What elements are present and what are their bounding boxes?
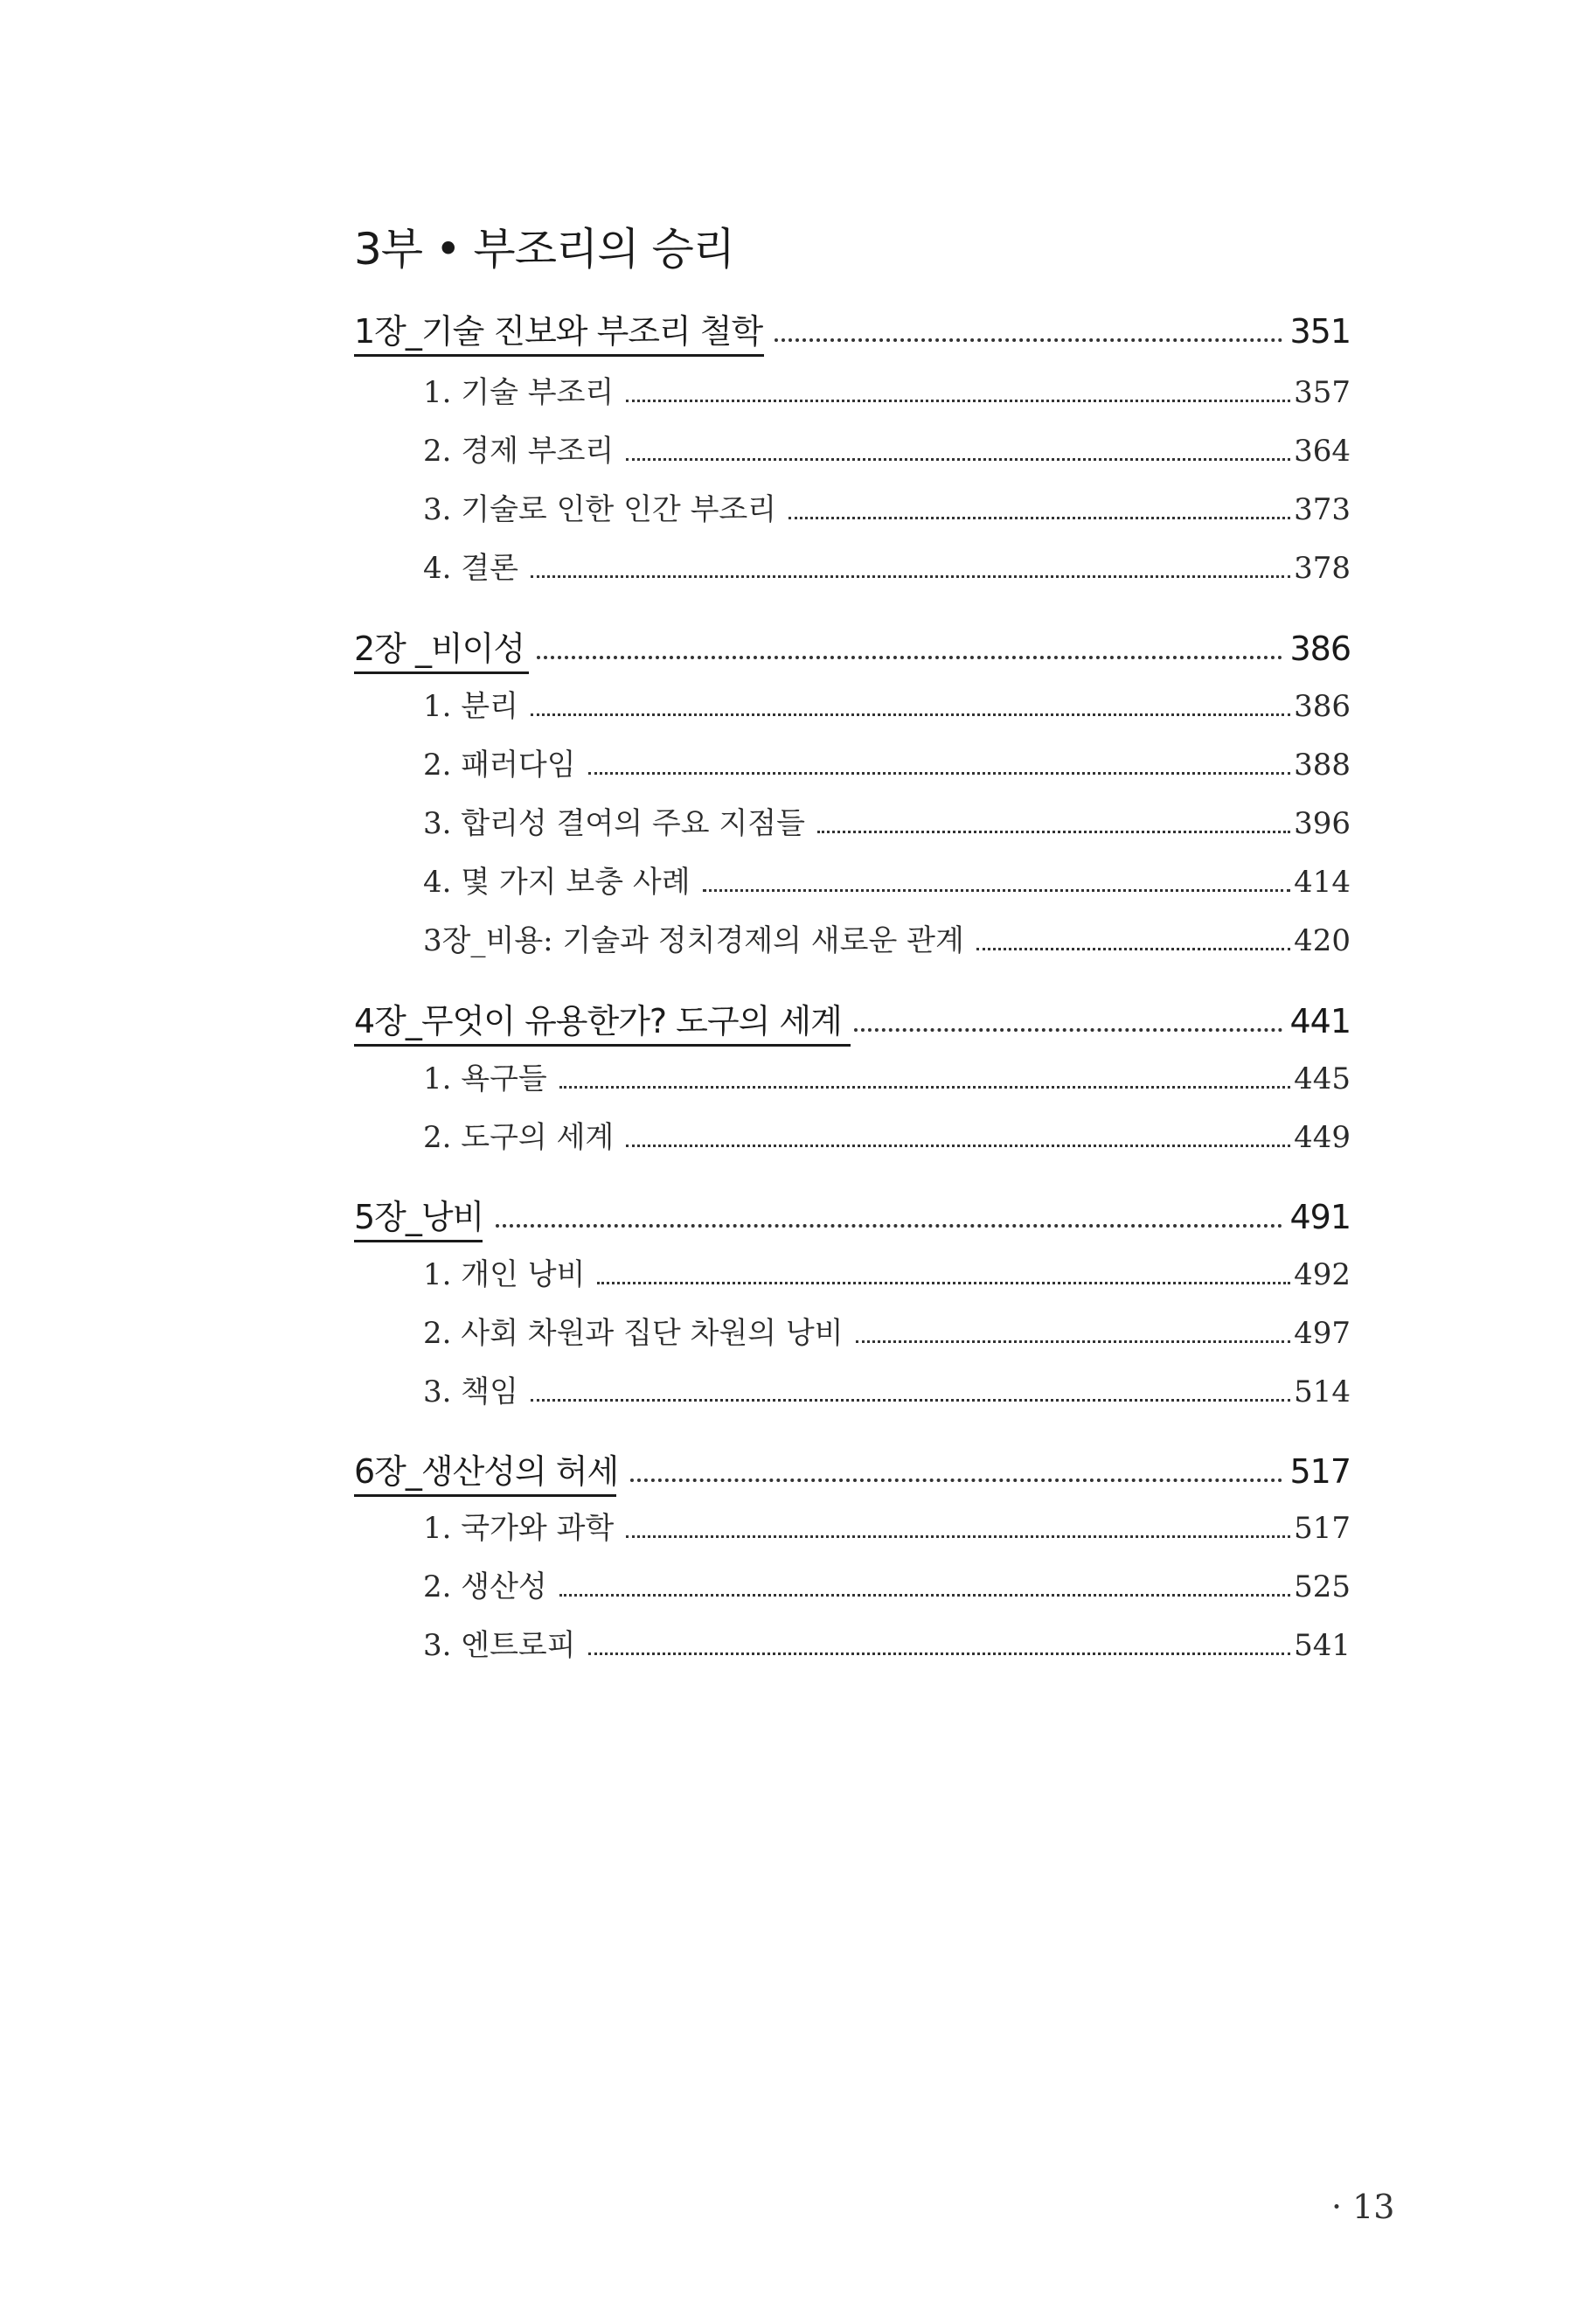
toc-section[interactable] [423, 865, 1351, 900]
toc-section[interactable] [423, 1316, 1351, 1351]
section-page-number: 364 [1294, 434, 1351, 469]
toc-section[interactable] [423, 748, 1351, 783]
section-page-number: 378 [1294, 551, 1351, 586]
dot-leader [626, 1535, 1290, 1538]
dot-leader [597, 1282, 1290, 1284]
section-page-number: 420 [1294, 923, 1351, 958]
part-title: 3부 • 부조리의 승리 [354, 224, 735, 275]
dot-leader [626, 400, 1290, 402]
section-title: 2. 사회 차원과 집단 차원의 낭비 [423, 1316, 844, 1351]
toc-section[interactable] [423, 1061, 1351, 1096]
toc-chapter-5[interactable] [354, 1200, 1351, 1234]
dot-leader [559, 1086, 1290, 1089]
section-title: 3. 책임 [423, 1374, 518, 1409]
section-title: 1. 개인 낭비 [423, 1257, 586, 1292]
dot-leader [630, 1479, 1282, 1482]
dot-leader [531, 713, 1290, 716]
section-page-number: 514 [1294, 1374, 1351, 1409]
dot-leader [703, 889, 1291, 892]
toc-section[interactable] [423, 1569, 1351, 1604]
page-folio [1331, 2188, 1394, 2226]
dot-leader [976, 948, 1290, 950]
toc-section[interactable] [423, 434, 1351, 469]
dot-leader [531, 1399, 1290, 1402]
section-page-number: 357 [1294, 375, 1351, 410]
chapter-title: 2장 _비이성 [354, 630, 525, 668]
section-title: 1. 기술 부조리 [423, 375, 615, 410]
dot-leader [626, 458, 1290, 461]
section-title: 4. 몇 가지 보충 사례 [423, 865, 691, 900]
toc-section[interactable] [423, 1120, 1351, 1155]
dot-leader [588, 1653, 1290, 1655]
toc-section[interactable] [423, 375, 1351, 410]
dot-leader [775, 338, 1282, 342]
dot-leader [588, 772, 1290, 775]
toc-section[interactable] [423, 1628, 1351, 1663]
chapter-title: 1장_기술 진보와 부조리 철학 [354, 312, 763, 351]
section-title: 3. 엔트로피 [423, 1628, 576, 1663]
chapter-underline [354, 1494, 616, 1497]
chapter-page-number: 351 [1289, 312, 1351, 351]
chapter-underline [354, 1044, 851, 1047]
chapter-title: 4장_무엇이 유용한가? 도구의 세계 [354, 1002, 842, 1040]
section-page-number: 445 [1294, 1061, 1351, 1096]
toc-section[interactable] [423, 923, 1351, 958]
toc-chapter-6[interactable] [354, 1452, 1351, 1491]
section-page-number: 517 [1294, 1511, 1351, 1546]
section-title: 1. 분리 [423, 689, 518, 724]
folio-marker: · [1331, 2188, 1343, 2226]
toc-chapter-4[interactable] [354, 1002, 1351, 1040]
section-page-number: 396 [1294, 806, 1351, 841]
section-page-number: 414 [1294, 865, 1351, 900]
chapter-title: 6장_생산성의 허세 [354, 1452, 619, 1491]
toc-section[interactable] [423, 1511, 1351, 1546]
section-title: 3장_비용: 기술과 정치경제의 새로운 관계 [423, 923, 964, 958]
section-title: 2. 경제 부조리 [423, 434, 615, 469]
dot-leader [854, 1028, 1283, 1032]
dot-leader [537, 656, 1282, 659]
section-title: 1. 국가와 과학 [423, 1511, 615, 1546]
section-title: 1. 욕구들 [423, 1061, 547, 1096]
section-page-number: 497 [1294, 1316, 1351, 1351]
dot-leader [496, 1224, 1282, 1228]
section-page-number: 541 [1294, 1628, 1351, 1663]
dot-leader [788, 517, 1290, 519]
toc-section[interactable] [423, 492, 1351, 527]
dot-leader [817, 831, 1290, 833]
toc-chapter-1[interactable] [354, 312, 1351, 351]
chapter-page-number: 517 [1289, 1452, 1351, 1491]
chapter-page-number: 491 [1289, 1198, 1351, 1236]
section-page-number: 525 [1294, 1569, 1351, 1604]
chapter-page-number: 386 [1289, 630, 1351, 668]
section-title: 3. 합리성 결여의 주요 지점들 [423, 806, 805, 841]
section-page-number: 386 [1294, 689, 1351, 724]
section-page-number: 388 [1294, 748, 1351, 783]
dot-leader [626, 1145, 1290, 1147]
toc-section[interactable] [423, 689, 1351, 724]
chapter-page-number: 441 [1289, 1002, 1351, 1040]
chapter-underline [354, 1240, 483, 1242]
dot-leader [559, 1594, 1290, 1597]
section-title: 4. 결론 [423, 551, 518, 586]
toc-chapter-2[interactable] [354, 630, 1351, 668]
toc-section[interactable] [423, 1374, 1351, 1409]
chapter-underline [354, 671, 529, 674]
section-page-number: 449 [1294, 1120, 1351, 1155]
dot-leader [856, 1340, 1290, 1343]
toc-section[interactable] [423, 551, 1351, 586]
toc-section[interactable] [423, 806, 1351, 841]
chapter-title: 5장_낭비 [354, 1198, 484, 1236]
section-title: 2. 패러다임 [423, 748, 576, 783]
section-title: 2. 생산성 [423, 1569, 547, 1604]
page-number: 13 [1352, 2188, 1395, 2226]
section-title: 3. 기술로 인한 인간 부조리 [423, 492, 777, 527]
toc-section[interactable] [423, 1257, 1351, 1292]
section-page-number: 492 [1294, 1257, 1351, 1292]
section-page-number: 373 [1294, 492, 1351, 527]
dot-leader [531, 575, 1290, 578]
section-title: 2. 도구의 세계 [423, 1120, 615, 1155]
chapter-underline [354, 354, 764, 357]
